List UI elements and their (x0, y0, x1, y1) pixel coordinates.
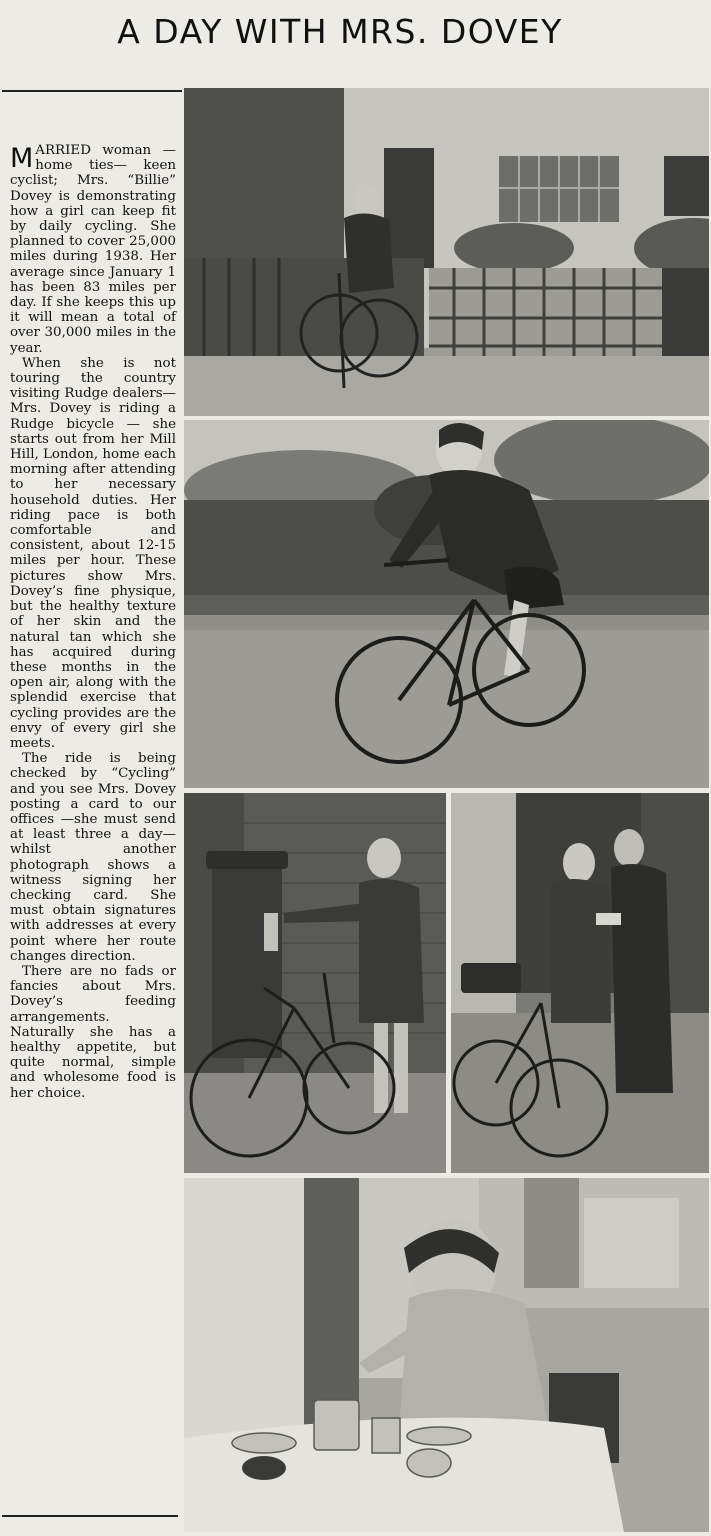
article-paragraph-3: The ride is being checked by “Cycling” and you see Mrs. Dovey posting a card to our offices —she must send at least three a day— whilst another photograph shows a witness signing her checking card. She must obtain signatures with addresses at every point where her route changes direction. (10, 751, 176, 964)
photo-eating-at-table (184, 1178, 709, 1532)
photo-bicycle-at-gate (184, 88, 709, 416)
bottom-divider (2, 1515, 178, 1517)
paragraph-text: ARRIED woman —home ties— keen cyclist; Mrs. “Billie” Dovey is demonstrating how a girl can keep fit by daily cycling. She planned to cover 25,000 miles during 1938. Her average since January 1 has been 83 miles per day. If she keeps this up it will mean a total of over 30,000 miles in the year. (10, 143, 176, 356)
article-column (10, 143, 176, 1101)
article-paragraph-2: When she is not touring the country visiting Rudge dealers—Mrs. Dovey is riding a Rudge bicycle — she starts out from her Mill Hill, London, home each morning after attending to her necessary household duties. Her riding pace is both comfortable and consistent, about 12-15 miles per hour. These pictures show Mrs. Dovey’s fine physique, but the healthy texture of her skin and the natural tan which she has acquired during these months in the open air, along with the splendid exercise that cycling provides are the envy of every girl she meets. (10, 355, 176, 751)
page-title: A DAY WITH MRS. DOVEY (117, 12, 563, 51)
article-paragraph-4: There are no fads or fancies about Mrs. Dovey’s feeding arrangements. Naturally she has a healthy appetite, but quite normal, simple and wholesome food is her choice. (10, 963, 176, 1101)
photo-posting-card (184, 793, 446, 1173)
article-paragraph-1 (10, 143, 176, 356)
photo-witness-signing (451, 793, 709, 1173)
photo-riding-bicycle (184, 420, 709, 788)
top-divider (2, 90, 182, 92)
drop-cap: M (10, 143, 34, 174)
